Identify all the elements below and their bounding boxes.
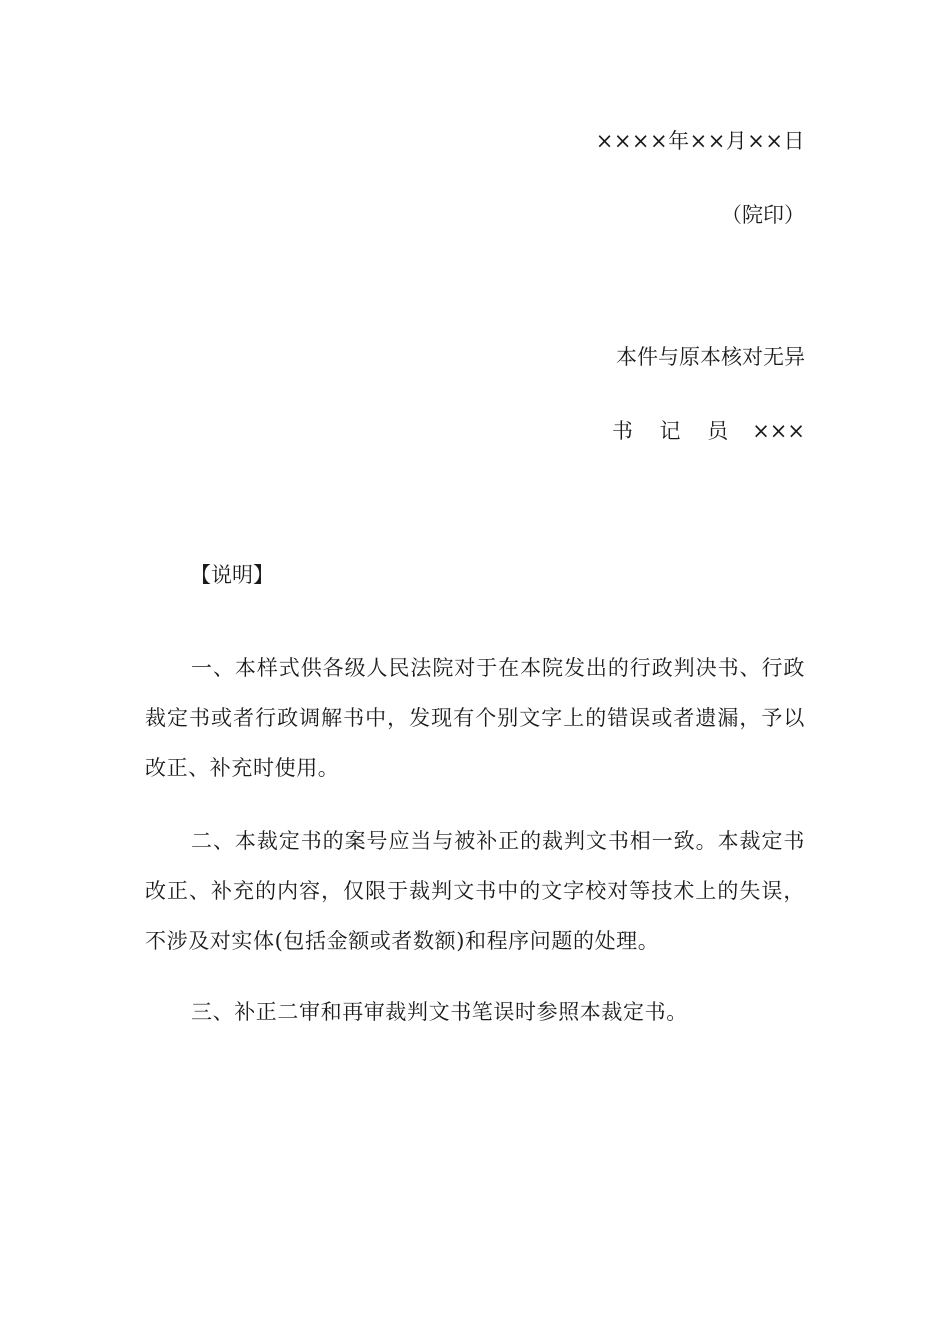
clerk-signature-line (612, 417, 805, 445)
court-seal-note: （院印） (721, 203, 805, 227)
judgment-date: ××××年××月××日 (595, 129, 805, 153)
verification-statement: 本件与原本核对无异 (616, 345, 805, 369)
clerk-name: ××× (752, 419, 805, 443)
clerk-title: 书 记 员 (611, 419, 739, 443)
note-paragraph-3: 三、补正二审和再审裁判文书笔误时参照本裁定书。 (191, 1000, 688, 1024)
notes-heading: 【说明】 (190, 563, 274, 587)
note-paragraph-2: 二、本裁定书的案号应当与被补正的裁判文书相一致。本裁定书改正、补充的内容，仅限于裁判文书中的文字校对等技术上的失误，不涉及对实体(包括金额或者数额)和程序问题的处理。 (145, 829, 805, 953)
note-paragraph-1: 一、本样式供各级人民法院对于在本院发出的行政判决书、行政裁定书或者行政调解书中，发现有个别文字上的错误或者遗漏，予以改正、补充时使用。 (145, 656, 805, 780)
